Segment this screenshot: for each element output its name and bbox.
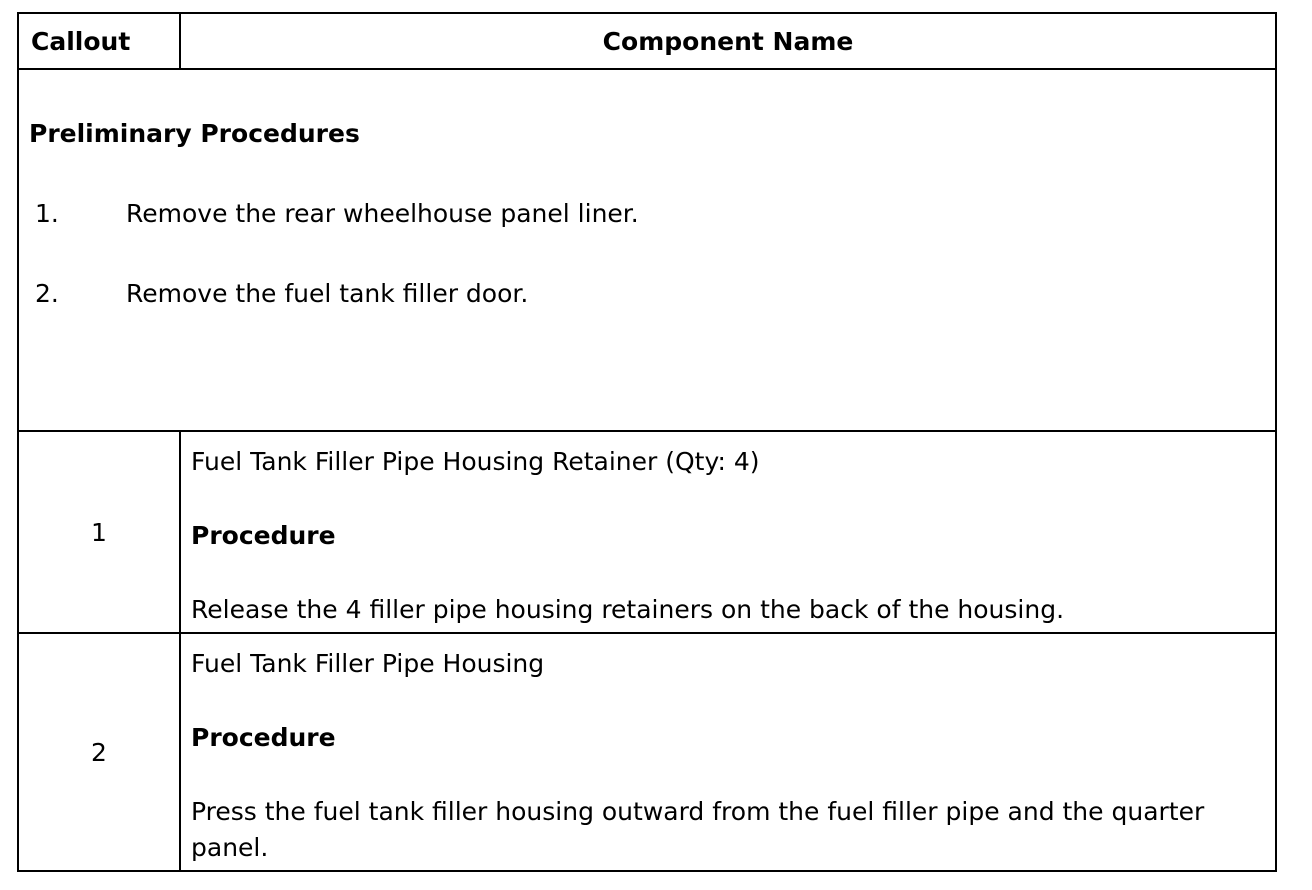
preliminary-cell xyxy=(18,69,1276,431)
preliminary-title: Preliminary Procedures xyxy=(29,119,360,148)
procedure-label: Procedure xyxy=(191,521,336,550)
step-text: Remove the fuel tank filler door. xyxy=(126,279,529,308)
component-cell xyxy=(180,633,1276,871)
table-row xyxy=(18,633,1276,871)
header-component-name: Component Name xyxy=(180,13,1276,69)
header-callout: Callout xyxy=(18,13,180,69)
procedure-text: Press the fuel tank filler housing outward from the fuel filler pipe and the quarter panel. xyxy=(191,797,1205,862)
component-name: Fuel Tank Filler Pipe Housing xyxy=(191,649,545,678)
step-number: 2. xyxy=(35,279,59,308)
preliminary-step xyxy=(29,276,1265,312)
preliminary-step xyxy=(29,196,1265,232)
header-row xyxy=(18,13,1276,69)
component-name: Fuel Tank Filler Pipe Housing Retainer (Qty: 4) xyxy=(191,447,760,476)
procedure-text: Release the 4 filler pipe housing retainers on the back of the housing. xyxy=(191,595,1065,624)
procedure-table xyxy=(17,12,1277,872)
step-text: Remove the rear wheelhouse panel liner. xyxy=(126,199,639,228)
step-number: 1. xyxy=(35,199,59,228)
callout-number: 1 xyxy=(18,431,180,633)
callout-number: 2 xyxy=(18,633,180,871)
procedure-label: Procedure xyxy=(191,723,336,752)
component-cell xyxy=(180,431,1276,633)
table-row xyxy=(18,431,1276,633)
preliminary-row xyxy=(18,69,1276,431)
